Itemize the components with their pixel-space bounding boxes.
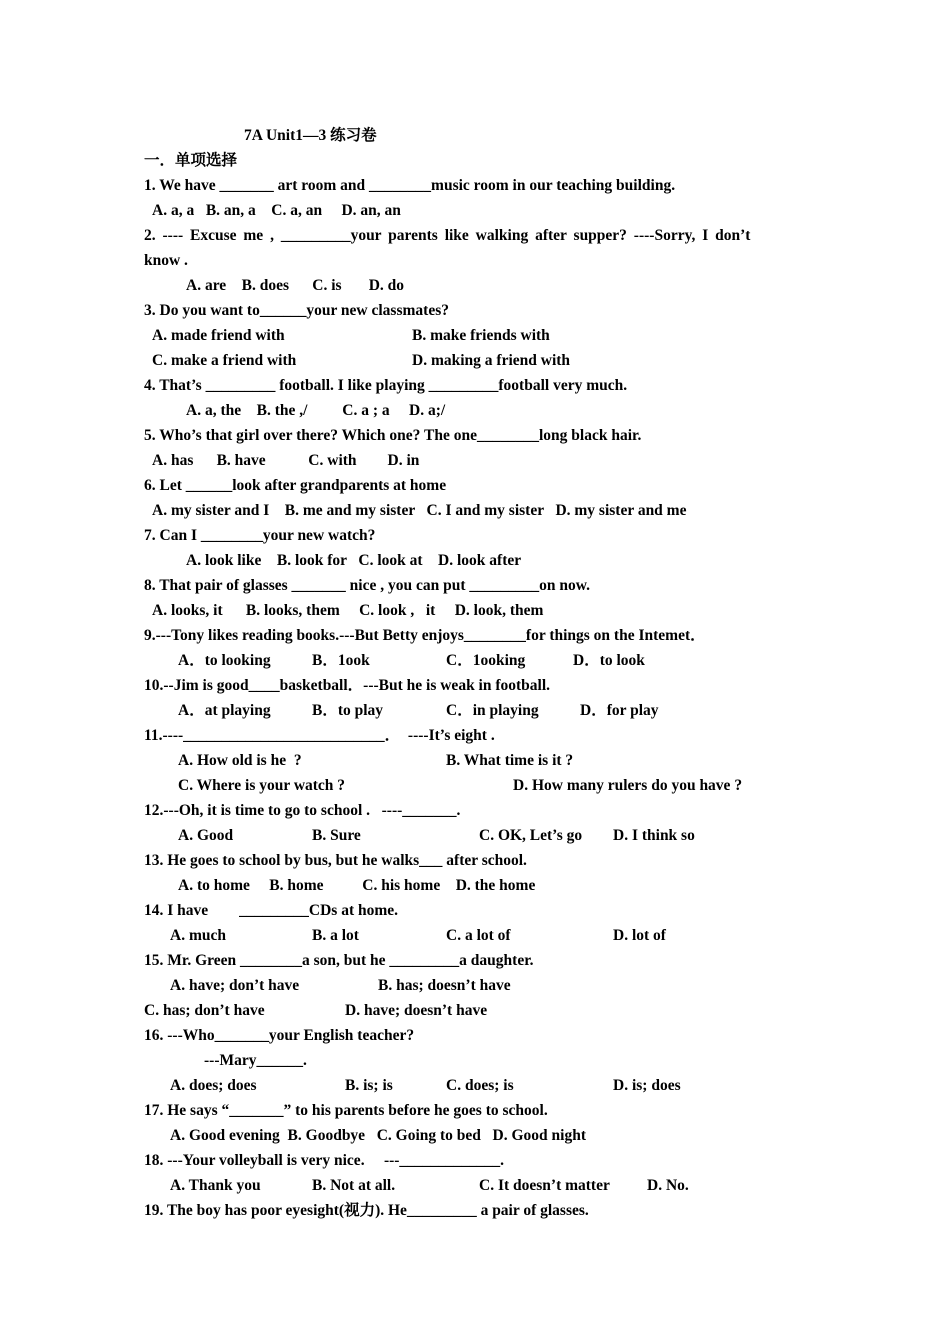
question-12-option-c: C. OK, Let’s go (479, 827, 583, 844)
question-15-option-b: B. has; doesn’t have (378, 977, 511, 994)
question-12-option-b: B. Sure (312, 827, 361, 844)
question-9-option-d: D．to look (573, 652, 645, 669)
question-7-options: A. look like B. look for C. look at D. look after (186, 552, 522, 569)
question-9-option-c: C．1ooking (446, 652, 526, 669)
question-4: 4. That’s _________ football. I like playing _________football very much. (144, 377, 628, 394)
question-11-option-c: C. Where is your watch ? (178, 777, 346, 794)
question-16-option-d: D. is; does (613, 1077, 681, 1094)
question-18-option-c: C. It doesn’t matter (479, 1177, 610, 1194)
question-9-option-a: A．to looking (178, 652, 271, 669)
question-14: 14. I have _________CDs at home. (144, 902, 399, 919)
page-title: 7A Unit1—3 练习卷 (244, 127, 377, 144)
question-7: 7. Can I ________your new watch? (144, 527, 376, 544)
question-16-option-a: A. does; does (170, 1077, 257, 1094)
question-15-option-d: D. have; doesn’t have (345, 1002, 488, 1019)
question-4-options: A. a, the B. the ,/ C. a ; a D. a;/ (186, 402, 446, 419)
question-5: 5. Who’s that girl over there? Which one? The one________long black hair. (144, 427, 642, 444)
question-14-option-b: B. a lot (312, 927, 359, 944)
question-3-option-d: D. making a friend with (412, 352, 571, 369)
question-2-options: A. are B. does C. is D. do (186, 277, 405, 294)
question-17: 17. He says “_______” to his parents before he goes to school. (144, 1102, 548, 1119)
question-18: 18. ---Your volleyball is very nice. ---_____________. (144, 1152, 505, 1169)
question-13-options: A. to home B. home C. his home D. the home (178, 877, 536, 894)
question-12-option-d: D. I think so (613, 827, 695, 844)
question-1: 1. We have _______ art room and ________music room in our teaching building. (144, 177, 676, 194)
question-11-option-a: A. How old is he ? (178, 752, 302, 769)
question-8: 8. That pair of glasses _______ nice , you can put _________on now. (144, 577, 590, 594)
question-6: 6. Let ______look after grandparents at home (144, 477, 447, 494)
question-3: 3. Do you want to______your new classmates? (144, 302, 449, 319)
question-16-line-2: ---Mary______. (204, 1052, 307, 1069)
question-12: 12.---Oh, it is time to go to school . ----_______. (144, 802, 461, 819)
question-18-option-b: B. Not at all. (312, 1177, 396, 1194)
question-11-option-b: B. What time is it ? (446, 752, 574, 769)
question-14-option-a: A. much (170, 927, 226, 944)
question-3-option-c: C. make a friend with (152, 352, 297, 369)
question-10-option-d: D．for play (580, 702, 659, 719)
question-18-option-a: A. Thank you (170, 1177, 261, 1194)
question-11: 11.----__________________________． ----It’s eight . (144, 727, 495, 744)
question-16-option-b: B. is; is (345, 1077, 393, 1094)
question-16-option-c: C. does; is (446, 1077, 514, 1094)
question-18-option-d: D. No. (647, 1177, 689, 1194)
question-2-line-2: know . (144, 252, 188, 269)
question-16: 16. ---Who_______your English teacher? (144, 1027, 415, 1044)
question-19: 19. The boy has poor eyesight(视力). He_________ a pair of glasses. (144, 1202, 589, 1219)
question-3-option-b: B. make friends with (412, 327, 550, 344)
question-3-option-a: A. made friend with (152, 327, 285, 344)
question-2-text: 2. ---- Excuse me , _________your parents like walking after supper? ----Sorry, I don’t (144, 227, 751, 244)
question-11-option-d: D. How many rulers do you have ? (513, 777, 743, 794)
question-14-option-d: D. lot of (613, 927, 666, 944)
question-13: 13. He goes to school by bus, but he walks___ after school. (144, 852, 527, 869)
question-10-option-c: C．in playing (446, 702, 539, 719)
question-8-options: A. looks, it B. looks, them C. look , it D. look, them (152, 602, 544, 619)
question-15: 15. Mr. Green ________a son, but he _________a daughter. (144, 952, 534, 969)
question-2-line-1 (144, 226, 806, 246)
question-5-options: A. has B. have C. with D. in (152, 452, 420, 469)
question-1-options: A. a, a B. an, a C. a, an D. an, an (152, 202, 401, 219)
question-17-options: A. Good evening B. Goodbye C. Going to bed D. Good night (170, 1127, 586, 1144)
question-15-option-a: A. have; don’t have (170, 977, 300, 994)
question-15-option-c: C. has; don’t have (144, 1002, 265, 1019)
section-heading: 一．单项选择 (144, 152, 238, 169)
question-6-options: A. my sister and I B. me and my sister C. I and my sister D. my sister and me (152, 502, 687, 519)
question-10-option-a: A．at playing (178, 702, 271, 719)
question-10-option-b: B．to play (312, 702, 384, 719)
question-10: 10.--Jim is good____basketball．---But he is weak in football. (144, 677, 551, 694)
question-14-option-c: C. a lot of (446, 927, 511, 944)
question-12-option-a: A. Good (178, 827, 234, 844)
question-9: 9.---Tony likes reading books.---But Betty enjoys________for things on the Intemet． (144, 627, 706, 644)
question-9-option-b: B．1ook (312, 652, 370, 669)
